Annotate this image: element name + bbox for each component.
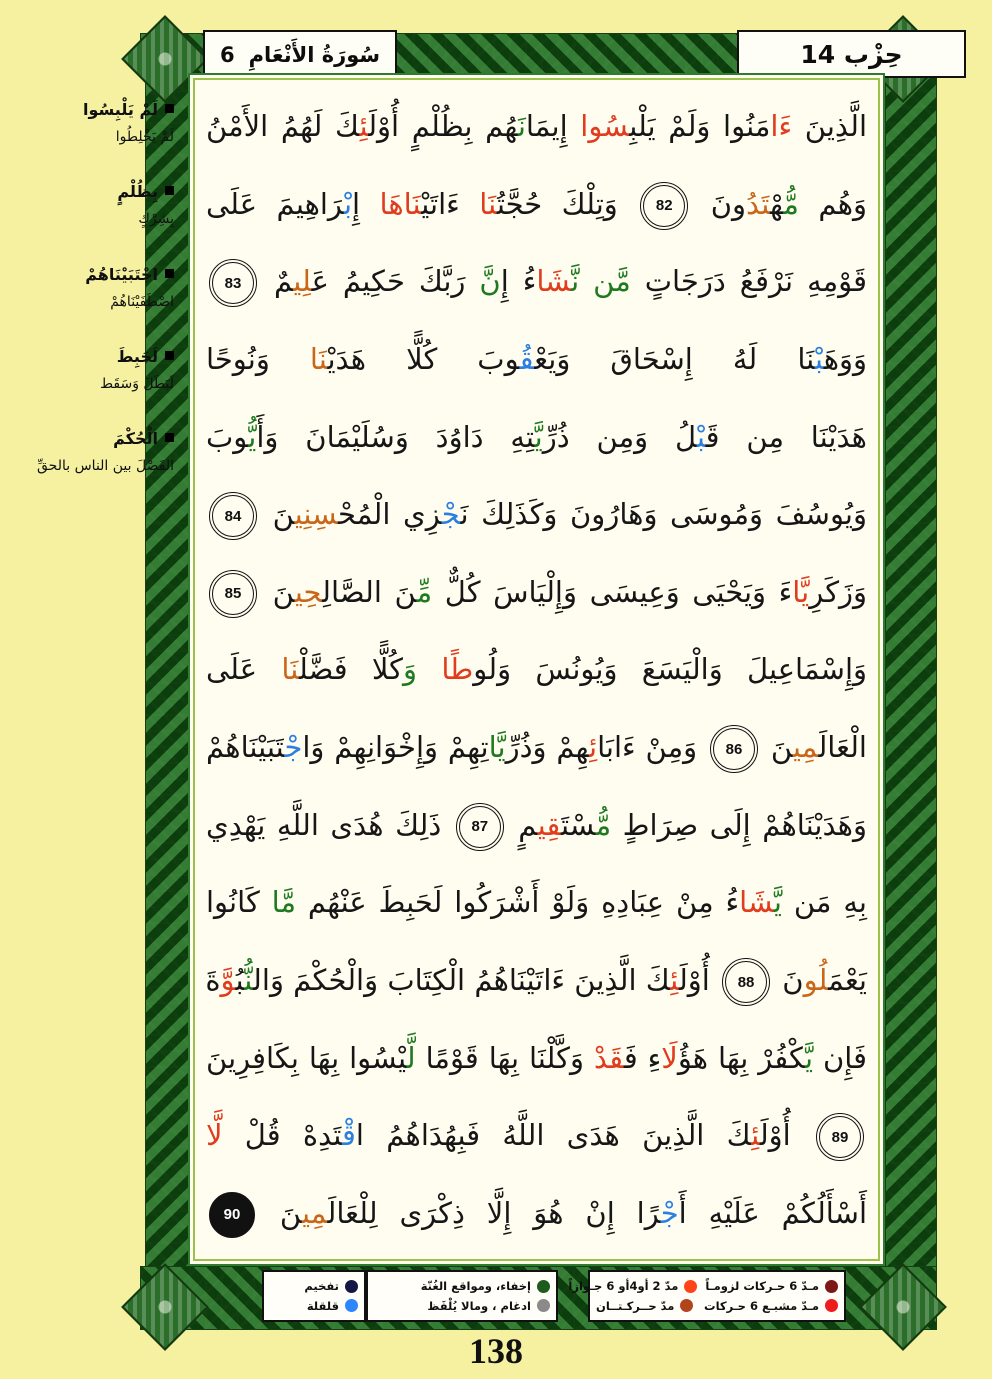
quran-line-5: [206, 400, 867, 474]
quran-text-segment: ونَ: [691, 186, 747, 221]
quran-text-segment: نَ: [260, 497, 295, 532]
quran-text-segment: يَّ: [534, 419, 543, 454]
quran-text-segment: تَدِهْ قُلْ: [222, 1118, 343, 1153]
surah-title: سُورَةُ الأَنْعَامِ: [248, 42, 381, 67]
quran-text-segment: جْ: [441, 497, 461, 532]
ayah-number-medallion: 90: [209, 1192, 255, 1238]
glossary-term: اجْتَبَيْنَاهُمْ: [22, 260, 174, 290]
legend-label: تفخيم: [304, 1279, 339, 1294]
quran-text-segment: بْ: [343, 186, 353, 221]
quran-text-segment: ءُ إِ: [500, 264, 537, 299]
quran-text-segment: مَّن نَّ: [571, 264, 631, 299]
legend-label: مدّ حــركـتــان: [596, 1298, 675, 1313]
hizb-box: [737, 30, 966, 78]
quran-line-13: [206, 1021, 867, 1095]
quran-text-segment: وَهُم: [798, 186, 867, 221]
glossary-item-4: [22, 342, 174, 396]
glossary-item-3: [22, 260, 174, 314]
quran-text-segment: يَّ: [773, 885, 782, 920]
legend-row: [568, 1279, 838, 1294]
quran-line-2: [206, 167, 867, 241]
quran-text-segment: مِي: [301, 1195, 328, 1230]
surah-number: 6: [219, 42, 235, 67]
quran-line-12: [206, 943, 867, 1017]
ayah-number-medallion: 89: [816, 1113, 864, 1161]
quran-text-segment: نَا: [309, 341, 328, 376]
legend-row: [270, 1299, 358, 1313]
quran-text-segment: ذَلِكَ هُدَى اللَّهِ يَهْدِي: [206, 807, 453, 842]
quran-text-segment: يَّا: [792, 574, 810, 609]
quran-text-segment: ئِ: [589, 730, 598, 765]
quran-line-3: [206, 244, 867, 318]
quran-text-segment: نَّ: [479, 264, 501, 299]
legend-row: [374, 1299, 550, 1313]
ayah-number-medallion: 86: [710, 725, 758, 773]
surah-title-box: [203, 30, 397, 79]
legend-row: [270, 1279, 358, 1293]
quran-text-segment: ئِ: [670, 963, 679, 998]
quran-text-segment: ءُ مِنْ عِبَادِهِ وَلَوْ أَشْرَكُوا لَحَبِطَ عَنْهُم: [296, 885, 740, 920]
legend-entry: [427, 1299, 550, 1313]
quran-text-segment: نَا: [479, 186, 497, 221]
quran-text-sheet: [188, 73, 885, 1266]
quran-line-9: [206, 710, 867, 784]
quran-text-segment: نَا: [281, 652, 299, 687]
quran-text-segment: بُ: [235, 963, 245, 998]
glossary-definition: بِشِرْكٍ: [138, 211, 174, 228]
ayah-number-medallion: 85: [209, 570, 257, 618]
quran-text-segment: لُو: [803, 963, 829, 998]
quran-line-8: [206, 632, 867, 706]
glossary-definition: لَمْ يَخْلِطُوا: [115, 129, 174, 145]
legend-entry: [421, 1279, 550, 1293]
legend-madd: [568, 1270, 846, 1322]
quran-text-segment: كَ الَّذِينَ هَدَى اللَّهُ فَبِهُدَاهُمُ ا: [355, 1118, 752, 1153]
quran-text-segment: فَإِن: [813, 1040, 867, 1075]
tajweed-color-dot-icon: [684, 1280, 697, 1293]
quran-text-segment: وَّ: [220, 963, 236, 998]
quran-text-segment: وَنُوحًا: [206, 341, 310, 376]
quran-text-segment: جْ: [660, 1195, 679, 1230]
glossary-term: لَحَبِطَ: [22, 342, 174, 372]
quran-text-segment: نَاهَا: [379, 186, 422, 221]
quran-text-segment: سْتَ: [561, 807, 596, 842]
legend-entry: [307, 1299, 358, 1313]
quran-line-4: [206, 322, 867, 396]
quran-text-segment: قَوْمِهِ نَرْفَعُ دَرَجَاتٍ: [630, 264, 867, 299]
quran-text-segment: قْ: [342, 1118, 356, 1153]
legend-entry: [596, 1299, 693, 1313]
quran-text-segment: لَّا: [206, 1118, 223, 1153]
quran-text-segment: يَّ: [804, 1040, 814, 1075]
quran-text-segment: مِي: [792, 730, 819, 765]
quran-text-segment: وَإِسْمَاعِيلَ وَالْيَسَعَ وَيُونُسَ وَلُو: [473, 652, 868, 687]
quran-text-segment: أُوْلَ: [759, 1118, 813, 1153]
glossary-definition: الفَصْلَ بين الناس بالحقِّ: [37, 458, 174, 474]
legend-label: إخفاء، ومواقع الغُنّة: [420, 1279, 531, 1294]
frame-right-band: [885, 70, 937, 1277]
quran-text-segment: نَ: [258, 1195, 302, 1230]
quran-text-segment: رًا إِنْ هُوَ إِلَّا ذِكْرَى لِلْعَالَ: [327, 1195, 661, 1230]
legend-label: مـدّ مشبـع 6 حـركات: [704, 1298, 819, 1313]
quran-text-segment: [417, 652, 441, 686]
glossary-item-2: [22, 177, 174, 231]
glossary-term: لَمْ يَلْبِسُوا: [22, 95, 174, 125]
quran-text-segment: رَاهِيمَ عَلَى: [206, 186, 344, 221]
ayah-number-medallion: 87: [456, 803, 504, 851]
quran-text-segment: كَانُوا: [206, 885, 272, 920]
quran-text-segment: كُلًّا فَضَّلْ: [298, 652, 403, 687]
quran-text-segment: مُّ: [595, 807, 612, 842]
glossary-item-1: [22, 95, 174, 149]
page-number: 138: [469, 1331, 523, 1371]
legend-label: ادغام ، ومالا يُلْفَظ: [427, 1298, 531, 1313]
tajweed-color-dot-icon: [680, 1299, 693, 1312]
glossary-definition: لَبَطَلَ وَسَقَط: [100, 375, 174, 392]
quran-text-segment: ءَا: [770, 109, 793, 143]
quran-text-segment: يَّا: [488, 730, 506, 765]
quran-text-segment: هَدَيْنَا مِن قَ: [705, 419, 867, 454]
ayah-number-medallion: 82: [640, 182, 688, 230]
quran-text-segment: وَ: [403, 652, 418, 687]
quran-text-segment: أَسْأَلُكُمْ عَلَيْهِ أَ: [678, 1195, 868, 1230]
ayah-number-medallion: 83: [209, 259, 257, 307]
quran-text-segment: إِيمَا: [525, 109, 581, 143]
quran-text-segment: لِي: [293, 264, 312, 299]
quran-text-segment: رَبَّكَ حَكِيمُ عَ: [311, 264, 480, 299]
quran-text-segment: ئِ: [359, 109, 369, 143]
quran-text-segment: أُوْلَ: [678, 963, 720, 998]
legend-entry: [704, 1299, 838, 1313]
square-bullet-icon: [165, 186, 174, 195]
quran-text-segment: وَتِلْكَ حُجَّتُ: [496, 186, 638, 221]
quran-text-segment: يْسُوا بِهَا بِكَافِرِينَ: [206, 1040, 407, 1075]
square-bullet-icon: [165, 433, 174, 442]
quran-text-segment: تِهِمْ وَإِخْوَانِهِمْ وَا: [302, 730, 489, 765]
quran-text-segment: لَّ: [406, 1040, 416, 1075]
quran-text-segment: ءَ وَيَحْيَى وَعِيسَى وَإِلْيَاسَ كُلٌّ: [432, 574, 793, 609]
quran-text-segment: وَهَدَيْنَاهُمْ إِلَى صِرَاطٍ: [611, 807, 867, 842]
tajweed-color-dot-icon: [345, 1280, 358, 1293]
quran-text-segment: تِهِ دَاوُدَ وَسُلَيْمَانَ وَأَ: [256, 419, 535, 454]
square-bullet-icon: [165, 269, 174, 278]
quran-text-segment: سِنِي: [294, 497, 339, 532]
legend-ikhfa-idgham: [366, 1270, 558, 1322]
quran-text-segment: يُّ: [248, 419, 257, 454]
quran-text-segment: ءِ فَ: [623, 1040, 662, 1075]
quran-line-11: [206, 865, 867, 939]
quran-text-segment: إِ: [352, 186, 380, 221]
quran-line-6: [206, 477, 867, 551]
quran-text-segment: طًا: [441, 652, 474, 687]
quran-text-segment: تَبَيْنَاهُمْ: [206, 730, 285, 765]
quran-text-segment: هُم بِظُلْمٍ أُوْلَ: [368, 109, 518, 143]
ayah-number-medallion: 88: [722, 958, 770, 1006]
quran-text-segment: مِّ: [416, 574, 433, 609]
quran-line-1: [206, 89, 867, 163]
quran-text-segment: وَزَكَرِ: [809, 574, 868, 609]
quran-text-segment: سُوا: [580, 109, 630, 143]
quran-text-segment: هِمْ وَذُرِّ: [505, 730, 589, 765]
glossary-term: الْحُكْمَ: [22, 424, 174, 454]
quran-text-segment: نَ: [760, 730, 793, 765]
quran-text-segment: عَلَى: [206, 652, 282, 687]
quran-text-segment: بِهِ مَن: [781, 885, 867, 920]
quran-text-segment: مَنُوا وَلَمْ يَلْبِ: [629, 109, 771, 143]
quran-text-segment: قِي: [537, 807, 561, 842]
quran-text-segment: شَا: [739, 885, 774, 920]
quran-text-segment: نُّ: [244, 963, 254, 998]
legend-entry: [568, 1279, 697, 1293]
legend-row: [374, 1279, 550, 1293]
quran-text-segment: ئِ: [751, 1118, 760, 1153]
quran-text-segment: نَ: [773, 963, 804, 998]
quran-text-segment: وَوَهَ: [823, 341, 867, 376]
glossary-list: [22, 95, 174, 480]
quran-text-segment: حِي: [294, 574, 323, 609]
quran-text-segment: نَ: [517, 109, 526, 143]
quran-line-7: [206, 555, 867, 629]
hizb-label: حِزْب 14: [800, 39, 903, 69]
square-bullet-icon: [165, 104, 174, 113]
quran-text-segment: مُّ: [783, 186, 799, 221]
quran-text-segment: زِي الْمُحْ: [338, 497, 442, 532]
legend-row: [596, 1299, 838, 1313]
tajweed-color-dot-icon: [825, 1299, 838, 1312]
glossary-term: بِظُلْمٍ: [22, 177, 174, 207]
quran-text-segment: مَّا: [271, 885, 297, 920]
tajweed-color-dot-icon: [345, 1299, 358, 1312]
legend-entry: [705, 1279, 838, 1293]
square-bullet-icon: [165, 351, 174, 360]
ayah-number-medallion: 84: [209, 492, 257, 540]
quran-text-segment: كْفُرْ بِهَا هَؤُ: [677, 1040, 805, 1075]
legend-label: مدّ 2 أو4أو 6 جـوازاً: [568, 1279, 679, 1294]
quran-text-segment: نَ الصَّالِ: [322, 574, 417, 609]
quran-text-segment: ةَ: [205, 963, 221, 998]
tajweed-color-dot-icon: [537, 1299, 550, 1312]
quran-text-segment: وبَ: [206, 419, 249, 454]
quran-text-segment: الَّذِينَ: [792, 109, 867, 143]
quran-line-14: [206, 1098, 867, 1172]
glossary-definition: اصْطَفَيْنَاهُمْ: [110, 293, 174, 310]
quran-text-segment: وَكَّلْنَا بِهَا قَوْمًا: [415, 1040, 594, 1075]
quran-text-segment: بْ: [696, 419, 706, 454]
quran-text-segment: لَا: [661, 1040, 678, 1075]
quran-text-segment: مٍ: [506, 807, 538, 842]
tajweed-color-dot-icon: [825, 1280, 838, 1293]
quran-text-segment: مٌ: [260, 264, 294, 299]
quran-text-segment: شَا: [536, 264, 572, 299]
quran-text-segment: يَعْمَ: [828, 963, 867, 998]
quran-text-segment: كَ لَهُمُ الأَمْنُ: [206, 109, 360, 143]
quran-text-segment: ءَاتَيْ: [421, 186, 480, 221]
quran-text-segment: قُ: [519, 341, 535, 376]
quran-text-segment: الْعَالَ: [818, 730, 867, 765]
quran-text-segment: كَ الَّذِينَ ءَاتَيْنَاهُمُ الْكِتَابَ وَالْحُكْمَ وَال: [253, 963, 671, 998]
legend-entry: [304, 1279, 358, 1293]
quran-text-segment: هْ: [770, 186, 784, 221]
quran-line-15: [206, 1176, 867, 1250]
tajweed-color-dot-icon: [537, 1280, 550, 1293]
quran-text-segment: قَدْ: [593, 1040, 624, 1075]
legend-label: قلقلة: [306, 1298, 339, 1313]
quran-text-segment: وَيُوسُفَ وَمُوسَى وَهَارُونَ وَكَذَلِكَ نَ: [460, 497, 868, 532]
glossary-item-5: [22, 424, 174, 478]
quran-text-segment: تَدُ: [746, 186, 771, 221]
legend-label: مـدّ 6 حـركات لزومـاً: [705, 1279, 819, 1294]
quran-text-segment: بْ: [814, 341, 824, 376]
quran-text-segment: وَمِنْ ءَابَا: [597, 730, 707, 765]
legend-tafkheem-qalqalah: [262, 1270, 366, 1322]
quran-text-segment: نَ: [260, 574, 295, 609]
quran-text-segment: لُ وَمِن ذُرِّ: [542, 419, 697, 454]
quran-text-column: [206, 89, 867, 1250]
quran-line-10: [206, 788, 867, 862]
quran-text-segment: نَا لَهُ إِسْحَاقَ وَيَعْ: [534, 341, 815, 376]
quran-text-segment: جْ: [284, 730, 303, 765]
quran-text-segment: وبَ كُلًّا هَدَيْ: [327, 341, 520, 376]
